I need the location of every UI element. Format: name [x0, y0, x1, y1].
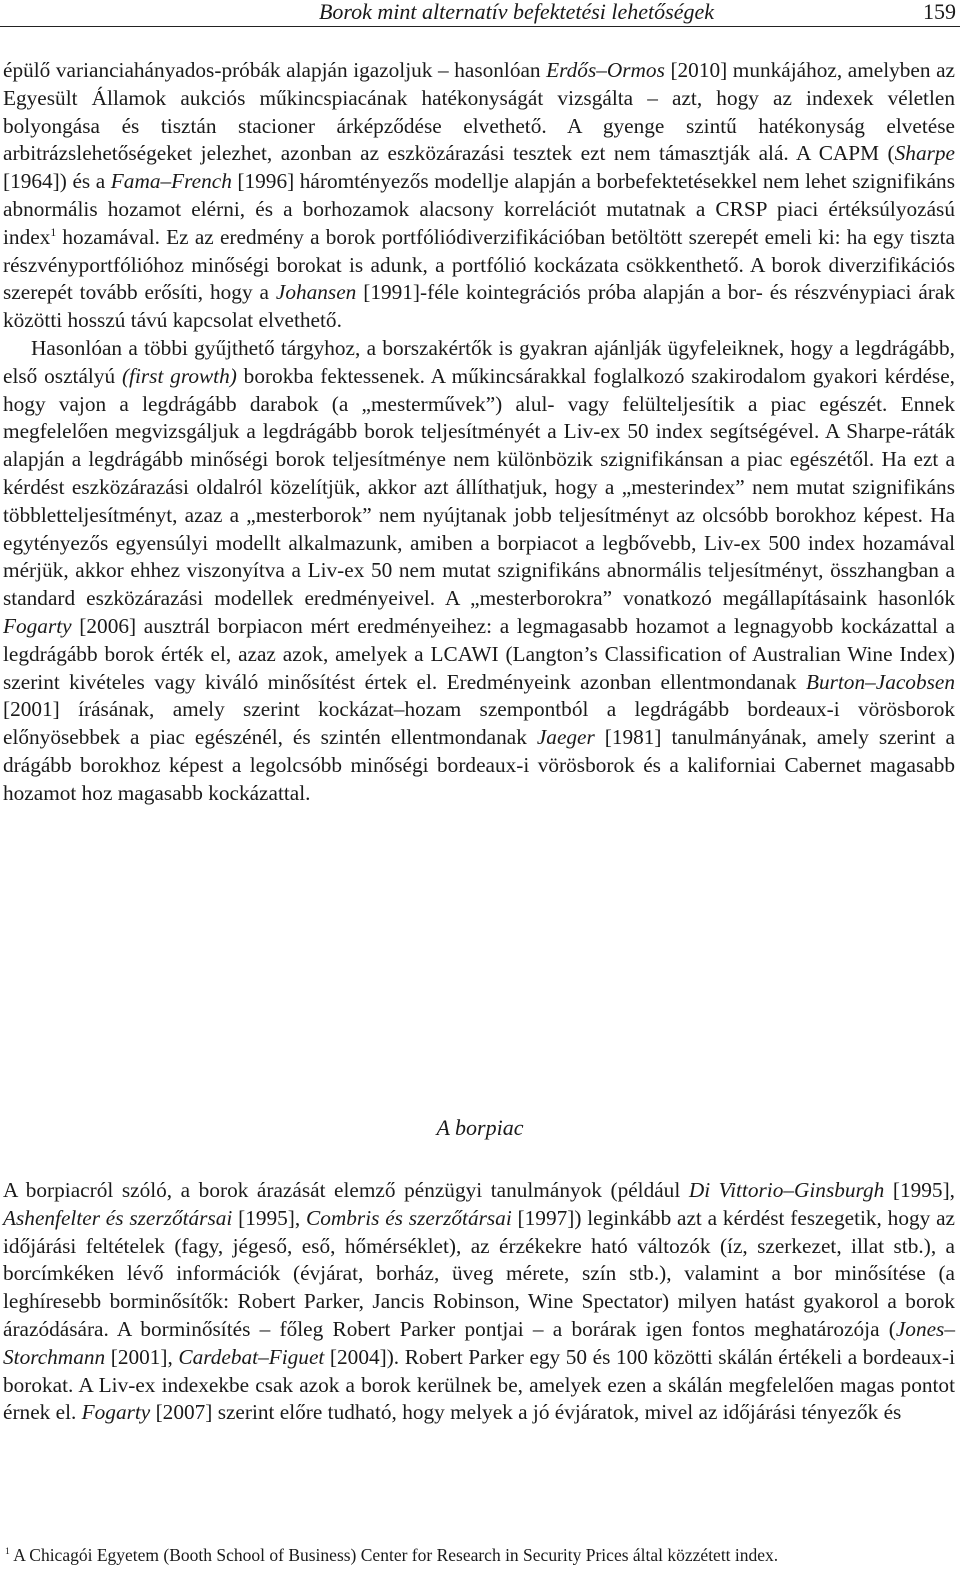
emphasis: (first growth) [121, 363, 237, 388]
citation: Fama–French [110, 169, 232, 194]
citation: Di Vittorio–Ginsburgh [688, 1178, 885, 1202]
citation: Fogarty [3, 613, 72, 638]
citation: Jaeger [536, 725, 595, 750]
citation: Fogarty [81, 1400, 151, 1425]
citation: Ashenfelter és szerzőtársai [3, 1205, 233, 1230]
running-header [0, 0, 960, 27]
footnote-number: 1 [5, 1546, 10, 1558]
page-number: 159 [923, 0, 956, 24]
footnote-marker: 1 [50, 225, 57, 239]
body-text-bottom [3, 1177, 955, 1427]
citation: Burton–Jacobsen [805, 669, 955, 694]
citation: Jones–Storchmann [3, 1316, 955, 1369]
paragraph-1: épülő varianciahányados-próbák alapján igazoljuk – hasonlóan Erdős–Ormos [2010] munkájához, amelyben az Egyesült Államok aukciós műkincspiacának hatékonyságát vizsgálta – azt, hogy az indexek véletlen bolyongása és tisztán stacioner árképződése elvethető. A gyenge szintű hatékonyság elvetése arbitrázslehetőségeket jelezhet, azonban az eszközárazási tesztek ezt nem támasztják alá. A CAPM (Sharpe [1964]) és a Fama–French [1996] háromtényezős modellje alapján a borbefektetésekkel nem lehet szignifikáns abnormális hozamot elérni, és a borhozamok alacsony korrelációt mutatnak a CRSP piaci értéksúlyozású index$^1$ hozamával. Ez az eredmény a borok portfóliódiverzifikációban betöltött szerepét emeli ki: ha egy tiszta részvényportfólióhoz minőségi borokat is adunk, a portfólió kockázata csökkenthető. A borok diverzifikációs szerepét tovább erősíti, hogy a Johansen [1991]-féle kointegrációs próba alapján a bor- és részvénypiaci árak közötti hosszú távú kapcsolat elvethető. [3, 58, 956, 333]
citation: Cardebat–Figuet [178, 1344, 325, 1369]
paragraph-2: Hasonlóan a többi gyűjthető tárgyhoz, a borszakértők is gyakran ajánlják ügyfeleiknek, hogy a legdrágább, első osztályú (first growth) borokba fektessenek. A műkincsárakkal foglalkozó szakirodalom gyakori kérdése, hogy vajon a legdrágább darabok (a „mesterművek”) alul- vagy felülteljesítik a piac egészét. Ennek megfelelően megvizsgáljuk a legdrágább borok teljesítményét a Liv-ex 50 index segítségével. A Sharpe-ráták alapján a legdrágább minőségi borok teljesítménye nem különbözik szignifikánsan a piac egészétől. Ha ezt a kérdést eszközárazási oldalról közelítjük, akkor azt állíthatjuk, hogy a „mesterindex” nem mutat szignifikáns többletteljesítményt, azaz a „mesterborok” nem nyújtanak jobb teljesítményt az olcsóbb borokhoz képest. Ha egytényezős egyensúlyi modellt alkalmazunk, amiben a borpiacot a legbővebb, Liv-ex 500 index hozamával mérjük, akkor ehhez viszonyítva a Liv-ex 50 nem mutat szignifikáns abnormális teljesítményt, összhangban a standard eszközárazási modellek eredményeivel. A „mesterborokra” vonatkozó megállapításaink hasonlók Fogarty [2006] ausztrál borpiacon mért eredményeihez: a legmagasabb hozamot a legnagyobb kockázattal a legdrágább borok érték el, azaz azok, amelyek a LCAWI (Langton’s Classification of Australian Wine Index) szerint kivételes vagy kiváló minősítést értek el. Eredményeink azonban ellentmondanak Burton–Jacobsen [2001] írásának, amely szerint kockázat–hozam szempontból a legdrágább bordeaux-i vörösborok előnyösebbek a piac egészénél, és szintén ellentmondanak Jaeger [1981] tanulmányának, amely szerint a drágább borokhoz képest a legolcsóbb minőségi bordeaux-i vörösborok és a kaliforniai Cabernet magasabb hozamot hoz magasabb kockázattal. [3, 335, 955, 805]
footnote [5, 1544, 955, 1566]
citation: Sharpe [894, 141, 955, 166]
citation: Johansen [275, 280, 357, 305]
citation: Combris és szerzőtársai [306, 1205, 512, 1230]
paragraph-3: A borpiacról szóló, a borok árazását elemző pénzügyi tanulmányok (például Di Vittorio–Ginsburgh [1995], Ashenfelter és szerzőtársai [1995], Combris és szerzőtársai [1997]) leginkább azt a kérdést feszegetik, hogy az időjárási feltételek (fagy, jégeső, eső, hőmérséklet), az érzékekre ható változók (íz, szerkezet, illat stb.), a borcímkéken lévő információk (évjárat, borház, üveg mérete, szín stb.), valamint a bor minősítése (a leghíresebb borminősítők: Robert Parker, Jancis Robinson, Wine Spectator) milyen hatást gyakorol a borok árazódására. A borminősítés – főleg Robert Parker pontjai – a borárak igen fontos meghatározója (Jones–Storchmann [2001], Cardebat–Figuet [2004]). Robert Parker egy 50 és 100 közötti skálán értékeli a bordeaux-i borokat. A Liv-ex indexekbe csak azok a borok kerülnek be, amelyek ezen a skálán megfelelően magas pontot érnek el. Fogarty [2007] szerint előre tudható, hogy melyek a jó évjáratok, mivel az időjárási tényezők és [3, 1178, 955, 1425]
body-text-top [3, 57, 955, 808]
citation: Erdős–Ormos [546, 58, 665, 82]
section-heading: A borpiac [436, 1115, 524, 1140]
footnote-text: A Chicagói Egyetem (Booth School of Business) Center for Research in Security Prices által közzétett index. [9, 1545, 779, 1565]
running-title: Borok mint alternatív befektetési lehetőségek [318, 0, 714, 24]
